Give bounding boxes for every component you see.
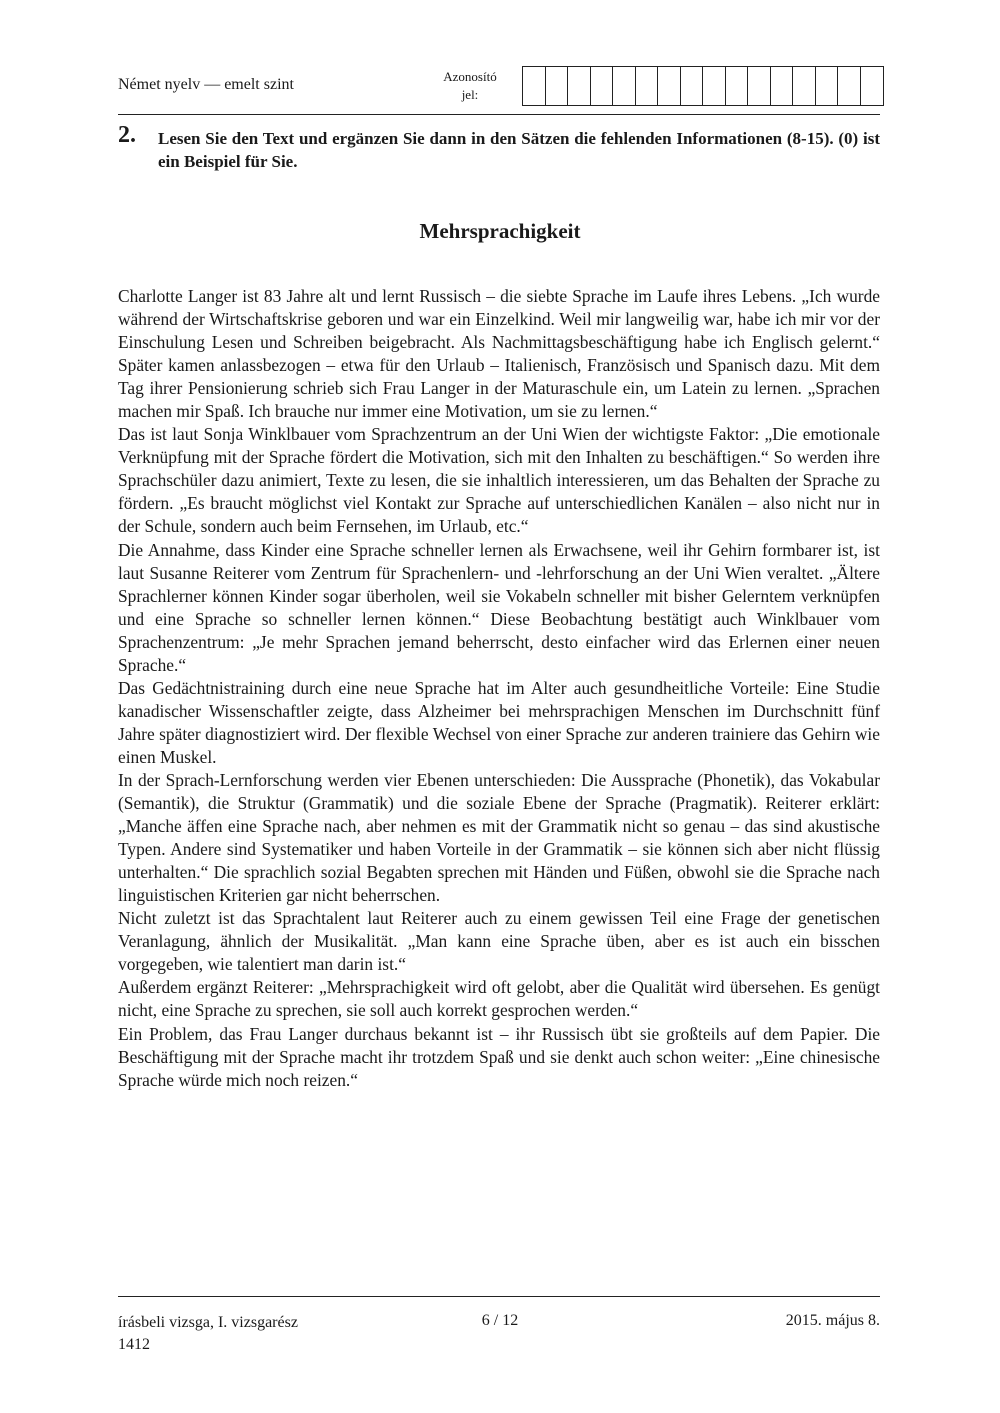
footer-date: 2015. május 8.: [785, 1312, 880, 1329]
id-box-cell: [658, 67, 681, 105]
header-subject: Német nyelv — emelt szint: [118, 76, 294, 93]
article-paragraph: Das ist laut Sonja Winklbauer vom Sprachzentrum an der Uni Wien der wichtigste Faktor: „Die emotionale Verknüpfung mit der Sprache fördert die Motivation, sich mit den Inhalten zu beschäftigen.“ So werden ihre Sprachschüler dazu animiert, Texte zu lesen, die sie inhaltlich interessieren, um das Behalten der Sprache zu fördern. „Es braucht möglichst viel Kontakt zur Sprache auf unterschiedlichen Kanälen – also nicht nur in der Schule, sondern auch beim Fernsehen, im Urlaub, etc.“: [118, 424, 880, 537]
id-label-line1: Azonosító: [443, 69, 497, 84]
id-box-cell: [523, 67, 546, 105]
id-label: [440, 68, 500, 104]
id-box-cell: [861, 67, 884, 105]
id-box-cell: [793, 67, 816, 105]
id-box-cell: [771, 67, 794, 105]
id-box-cell: [703, 67, 726, 105]
id-box-cell: [546, 67, 569, 105]
id-box-cell: [568, 67, 591, 105]
id-label-line2: jel:: [461, 87, 479, 102]
id-box-grid: [522, 66, 884, 106]
id-box-cell: [636, 67, 659, 105]
article-paragraph: In der Sprach-Lernforschung werden vier Ebenen unterschieden: Die Aussprache (Phonetik), das Vokabular (Semantik), die Struktur (Grammatik) und die soziale Ebene der Sprache (Pragmatik). Reiterer erklärt: „Manche äffen eine Sprache nach, aber nehmen es mit der Grammatik nicht so genau – das sind akustische Typen. Andere sind Systematiker und haben Vorteile in der Grammatik – sie können sich aber nicht flüssig unterhalten.“ Die sprachlich sozial Begabten sprechen mit Händen und Füßen, obwohl sie die Sprache nach linguistischen Kriterien gar nicht beherrschen.: [118, 769, 880, 906]
article-paragraph: Das Gedächtnistraining durch eine neue Sprache hat im Alter auch gesundheitliche Vorteile: Eine Studie kanadischer Wissenschaftler zeigte, dass Alzheimer bei mehrsprachigen Menschen im Durchschnitt fünf Jahre später diagnostiziert wird. Der flexible Wechsel von einer Sprache zur anderen trainiere das Gehirn wie einen Muskel.: [118, 677, 880, 767]
article-paragraph: Die Annahme, dass Kinder eine Sprache schneller lernen als Erwachsene, weil ihr Gehirn formbarer ist, ist laut Susanne Reiterer vom Zentrum für Sprachenlern- und -lehrforschung an der Uni Wien veraltet. „Ältere Sprachlerner können Kinder sogar überholen, weil sie Vokabeln schneller mit bisher Gelerntem verknüpfen und eine Sprache so schneller lernen können.“ Diese Beobachtung bestätigt auch Winklbauer vom Sprachenzentrum: „Je mehr Sprachen jemand beherrscht, desto einfacher wird das Erlernen einer neuen Sprache.“: [118, 539, 880, 675]
id-box-cell: [726, 67, 749, 105]
id-box-cell: [591, 67, 614, 105]
id-box-cell: [838, 67, 861, 105]
id-box-cell: [613, 67, 636, 105]
task-instruction: Lesen Sie den Text und ergänzen Sie dann in den Sätzen die fehlenden Informationen (8-15). (0) ist ein Beispiel für Sie.: [158, 129, 880, 171]
article-paragraph: Außerdem ergänzt Reiterer: „Mehrsprachigkeit wird oft gelobt, aber die Qualität wird übersehen. Es genügt nicht, eine Sprache zu sprechen, sie soll auch korrekt gesprochen werden.“: [118, 977, 880, 1021]
footer-page-number: 6 / 12: [481, 1312, 519, 1329]
article-paragraph: Ein Problem, das Frau Langer durchaus bekannt ist – ihr Russisch übt sie großteils auf dem Papier. Die Beschäftigung mit der Sprache macht ihr trotzdem Spaß und sie denkt auch schon weiter: „Eine chinesische Sprache würde mich noch reizen.“: [118, 1023, 880, 1090]
id-box-cell: [681, 67, 704, 105]
id-box-cell: [748, 67, 771, 105]
footer-rule: [118, 1296, 880, 1297]
header-rule: [118, 114, 880, 115]
article-paragraph: Nicht zuletzt ist das Sprachtalent laut Reiterer auch zu einem gewissen Teil eine Frage der genetischen Veranlagung, ähnlich der Musikalität. „Man kann eine Sprache üben, aber es ist auch ein bisschen vorgegeben, wie talentiert man darin ist.“: [118, 908, 880, 975]
footer-exam-part: írásbeli vizsga, I. vizsgarész: [118, 1314, 298, 1331]
id-box-cell: [816, 67, 839, 105]
task-number: 2.: [118, 122, 136, 148]
article-body: [118, 285, 880, 1092]
article-title: Mehrsprachigkeit: [419, 219, 581, 243]
footer-code: 1412: [118, 1336, 150, 1353]
article-paragraph: Charlotte Langer ist 83 Jahre alt und lernt Russisch – die siebte Sprache im Laufe ihres Lebens. „Ich wurde während der Wirtschaftskrise geboren und war ein Einzelkind. Weil mir langweilig war, habe ich mir vor der Einschulung Lesen und Schreiben beigebracht. Als Nachmittagsbeschäftigung habe ich Englisch gelernt.“ Später kamen anlassbezogen – etwa für den Urlaub – Italienisch, Französisch und Spanisch dazu. Mit dem Tag ihrer Pensionierung schrieb sich Frau Langer in der Maturaschule ein, um Latein zu lernen. „Sprachen machen mir Spaß. Ich brauche nur immer eine Motivation, um sie zu lernen.“: [118, 286, 880, 422]
